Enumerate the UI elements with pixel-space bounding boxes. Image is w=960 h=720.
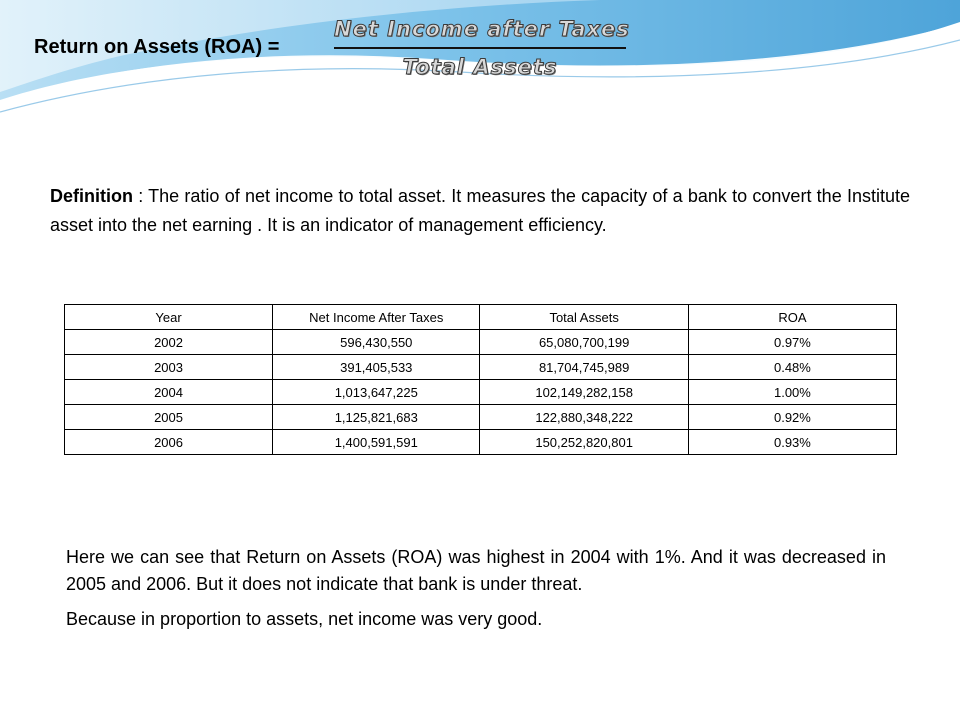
header-net-income: Net Income After Taxes — [273, 305, 480, 330]
table-row — [65, 405, 897, 430]
cell-year: 2004 — [65, 380, 273, 405]
cell-net-income: 1,013,647,225 — [273, 380, 480, 405]
cell-net-income: 391,405,533 — [273, 355, 480, 380]
header-year: Year — [65, 305, 273, 330]
cell-net-income: 596,430,550 — [273, 330, 480, 355]
roa-formula — [334, 14, 630, 84]
table-row — [65, 355, 897, 380]
table-header-row — [65, 305, 897, 330]
cell-year: 2003 — [65, 355, 273, 380]
cell-total-assets: 102,149,282,158 — [480, 380, 688, 405]
cell-total-assets: 122,880,348,222 — [480, 405, 688, 430]
cell-net-income: 1,400,591,591 — [273, 430, 480, 455]
definition-paragraph — [50, 182, 910, 240]
conclusion-paragraph-1: Here we can see that Return on Assets (ROA) was highest in 2004 with 1%. And it was decreased in 2005 and 2006. But it does not indicate that bank is under threat. — [66, 547, 886, 594]
formula-numerator: Net Income after Taxes — [334, 17, 630, 41]
definition-text: : The ratio of net income to total asset. It measures the capacity of a bank to convert the Institute asset into the net earning . It is an indicator of management efficiency. — [50, 186, 910, 235]
conclusion-paragraph-2: Because in proportion to assets, net income was very good. — [66, 609, 543, 629]
cell-roa: 0.97% — [688, 330, 896, 355]
definition-label: Definition — [50, 186, 133, 206]
cell-roa: 0.48% — [688, 355, 896, 380]
cell-year: 2005 — [65, 405, 273, 430]
cell-year: 2002 — [65, 330, 273, 355]
table-row — [65, 330, 897, 355]
header-roa: ROA — [688, 305, 896, 330]
table-row — [65, 380, 897, 405]
header-total-assets: Total Assets — [480, 305, 688, 330]
roa-table — [64, 304, 897, 455]
formula-fraction-bar — [334, 47, 626, 49]
slide-title: Return on Assets (ROA) = — [34, 36, 280, 58]
cell-roa: 0.93% — [688, 430, 896, 455]
cell-total-assets: 150,252,820,801 — [480, 430, 688, 455]
table-row — [65, 430, 897, 455]
cell-year: 2006 — [65, 430, 273, 455]
formula-denominator: Total Assets — [402, 55, 558, 79]
cell-roa: 0.92% — [688, 405, 896, 430]
cell-total-assets: 81,704,745,989 — [480, 355, 688, 380]
cell-net-income: 1,125,821,683 — [273, 405, 480, 430]
cell-total-assets: 65,080,700,199 — [480, 330, 688, 355]
conclusion-text — [66, 544, 886, 641]
cell-roa: 1.00% — [688, 380, 896, 405]
